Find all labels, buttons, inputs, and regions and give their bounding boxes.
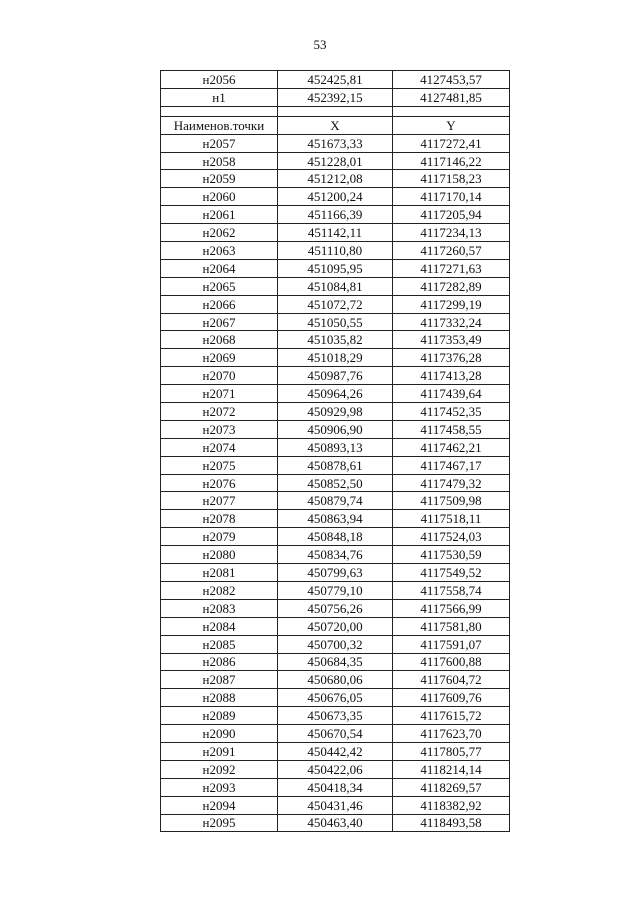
x-cell: 450463,40 bbox=[278, 814, 393, 832]
x-cell: 451084,81 bbox=[278, 277, 393, 295]
table-row bbox=[161, 88, 510, 106]
point-name-cell: н2091 bbox=[161, 742, 278, 760]
point-name-cell: н2094 bbox=[161, 796, 278, 814]
table-row bbox=[161, 474, 510, 492]
point-name-cell: н2064 bbox=[161, 259, 278, 277]
header-x-cell: X bbox=[278, 116, 393, 134]
y-cell: 4117458,55 bbox=[393, 420, 510, 438]
y-cell: 4118382,92 bbox=[393, 796, 510, 814]
table-row bbox=[161, 510, 510, 528]
x-cell: 450893,13 bbox=[278, 438, 393, 456]
x-cell: 450863,94 bbox=[278, 510, 393, 528]
x-cell: 450684,35 bbox=[278, 653, 393, 671]
y-cell: 4117271,63 bbox=[393, 259, 510, 277]
point-name-cell: н2071 bbox=[161, 385, 278, 403]
point-name-cell: н2057 bbox=[161, 134, 278, 152]
point-name-cell: н2067 bbox=[161, 313, 278, 331]
x-cell: 451035,82 bbox=[278, 331, 393, 349]
point-name-cell: н2069 bbox=[161, 349, 278, 367]
point-name-cell: н2062 bbox=[161, 224, 278, 242]
point-name-cell: н2066 bbox=[161, 295, 278, 313]
table-row bbox=[161, 242, 510, 260]
point-name-cell: н2073 bbox=[161, 420, 278, 438]
y-cell: 4117615,72 bbox=[393, 707, 510, 725]
point-name-cell: н2065 bbox=[161, 277, 278, 295]
y-cell: 4117566,99 bbox=[393, 599, 510, 617]
y-cell: 4118214,14 bbox=[393, 760, 510, 778]
point-name-cell: н2087 bbox=[161, 671, 278, 689]
table-row bbox=[161, 671, 510, 689]
point-name-cell: н2093 bbox=[161, 778, 278, 796]
x-cell: 450852,50 bbox=[278, 474, 393, 492]
y-cell: 4117205,94 bbox=[393, 206, 510, 224]
coordinates-table bbox=[160, 70, 510, 832]
table-row bbox=[161, 224, 510, 242]
x-cell: 451110,80 bbox=[278, 242, 393, 260]
point-name-cell: н2081 bbox=[161, 564, 278, 582]
point-name-cell: н2058 bbox=[161, 152, 278, 170]
y-cell: 4117558,74 bbox=[393, 581, 510, 599]
point-name-cell: н2095 bbox=[161, 814, 278, 832]
table-row bbox=[161, 564, 510, 582]
x-cell: 450431,46 bbox=[278, 796, 393, 814]
table-row bbox=[161, 581, 510, 599]
y-cell: 4117524,03 bbox=[393, 528, 510, 546]
point-name-cell: н2075 bbox=[161, 456, 278, 474]
point-name-cell: н2059 bbox=[161, 170, 278, 188]
y-cell: 4117439,64 bbox=[393, 385, 510, 403]
point-name-cell: н2082 bbox=[161, 581, 278, 599]
table-row bbox=[161, 707, 510, 725]
table-row bbox=[161, 528, 510, 546]
coordinates-table-body bbox=[161, 71, 510, 832]
y-cell: 4117467,17 bbox=[393, 456, 510, 474]
x-cell: 450676,05 bbox=[278, 689, 393, 707]
table-row bbox=[161, 349, 510, 367]
point-name-cell: н1 bbox=[161, 88, 278, 106]
table-row bbox=[161, 71, 510, 89]
x-cell: 451228,01 bbox=[278, 152, 393, 170]
point-name-cell: н2088 bbox=[161, 689, 278, 707]
y-cell: 4117413,28 bbox=[393, 367, 510, 385]
table-row bbox=[161, 331, 510, 349]
table-row bbox=[161, 134, 510, 152]
x-cell: 451142,11 bbox=[278, 224, 393, 242]
table-row bbox=[161, 259, 510, 277]
x-cell: 450422,06 bbox=[278, 760, 393, 778]
table-row bbox=[161, 295, 510, 313]
x-cell: 450964,26 bbox=[278, 385, 393, 403]
y-cell: 4117299,19 bbox=[393, 295, 510, 313]
point-name-cell: н2089 bbox=[161, 707, 278, 725]
table-row bbox=[161, 689, 510, 707]
x-cell: 451095,95 bbox=[278, 259, 393, 277]
blank-row bbox=[161, 106, 510, 116]
table-row bbox=[161, 367, 510, 385]
x-cell: 451166,39 bbox=[278, 206, 393, 224]
x-cell: 452392,15 bbox=[278, 88, 393, 106]
table-row bbox=[161, 725, 510, 743]
x-cell: 452425,81 bbox=[278, 71, 393, 89]
x-cell: 450906,90 bbox=[278, 420, 393, 438]
table-row bbox=[161, 742, 510, 760]
header-name-cell: Наименов.точки bbox=[161, 116, 278, 134]
y-cell: 4117234,13 bbox=[393, 224, 510, 242]
x-cell: 450848,18 bbox=[278, 528, 393, 546]
y-cell: 4127453,57 bbox=[393, 71, 510, 89]
point-name-cell: н2072 bbox=[161, 403, 278, 421]
point-name-cell: н2074 bbox=[161, 438, 278, 456]
y-cell: 4117549,52 bbox=[393, 564, 510, 582]
table-row bbox=[161, 653, 510, 671]
y-cell: 4117604,72 bbox=[393, 671, 510, 689]
page-number: 53 bbox=[313, 37, 327, 52]
y-cell: 4117600,88 bbox=[393, 653, 510, 671]
y-cell: 4118493,58 bbox=[393, 814, 510, 832]
y-cell: 4117479,32 bbox=[393, 474, 510, 492]
point-name-cell: н2085 bbox=[161, 635, 278, 653]
x-cell: 450879,74 bbox=[278, 492, 393, 510]
table-row bbox=[161, 796, 510, 814]
y-cell: 4117509,98 bbox=[393, 492, 510, 510]
x-cell: 451018,29 bbox=[278, 349, 393, 367]
x-cell: 451212,08 bbox=[278, 170, 393, 188]
point-name-cell: н2061 bbox=[161, 206, 278, 224]
x-cell: 450670,54 bbox=[278, 725, 393, 743]
point-name-cell: н2086 bbox=[161, 653, 278, 671]
point-name-cell: н2060 bbox=[161, 188, 278, 206]
header-row bbox=[161, 116, 510, 134]
y-cell: 4118269,57 bbox=[393, 778, 510, 796]
point-name-cell: н2080 bbox=[161, 546, 278, 564]
y-cell: 4117353,49 bbox=[393, 331, 510, 349]
table-row bbox=[161, 599, 510, 617]
x-cell: 450799,63 bbox=[278, 564, 393, 582]
point-name-cell: н2084 bbox=[161, 617, 278, 635]
y-cell: 4127481,85 bbox=[393, 88, 510, 106]
point-name-cell: н2070 bbox=[161, 367, 278, 385]
table-row bbox=[161, 617, 510, 635]
table-row bbox=[161, 277, 510, 295]
x-cell: 450673,35 bbox=[278, 707, 393, 725]
y-cell: 4117376,28 bbox=[393, 349, 510, 367]
x-cell: 450756,26 bbox=[278, 599, 393, 617]
y-cell: 4117158,23 bbox=[393, 170, 510, 188]
table-row bbox=[161, 170, 510, 188]
point-name-cell: н2063 bbox=[161, 242, 278, 260]
table-row bbox=[161, 778, 510, 796]
y-cell: 4117332,24 bbox=[393, 313, 510, 331]
x-cell: 450779,10 bbox=[278, 581, 393, 599]
y-cell: 4117530,59 bbox=[393, 546, 510, 564]
point-name-cell: н2083 bbox=[161, 599, 278, 617]
point-name-cell: н2076 bbox=[161, 474, 278, 492]
x-cell: 450929,98 bbox=[278, 403, 393, 421]
table-row bbox=[161, 492, 510, 510]
x-cell: 450418,34 bbox=[278, 778, 393, 796]
point-name-cell: н2090 bbox=[161, 725, 278, 743]
x-cell: 450720,00 bbox=[278, 617, 393, 635]
y-cell: 4117452,35 bbox=[393, 403, 510, 421]
y-cell: 4117581,80 bbox=[393, 617, 510, 635]
table-row bbox=[161, 188, 510, 206]
table-row bbox=[161, 313, 510, 331]
y-cell: 4117518,11 bbox=[393, 510, 510, 528]
x-cell: 450680,06 bbox=[278, 671, 393, 689]
x-cell: 450987,76 bbox=[278, 367, 393, 385]
table-row bbox=[161, 206, 510, 224]
y-cell: 4117282,89 bbox=[393, 277, 510, 295]
point-name-cell: н2092 bbox=[161, 760, 278, 778]
point-name-cell: н2077 bbox=[161, 492, 278, 510]
y-cell: 4117272,41 bbox=[393, 134, 510, 152]
empty-cell bbox=[161, 106, 278, 116]
x-cell: 451200,24 bbox=[278, 188, 393, 206]
table-row bbox=[161, 456, 510, 474]
point-name-cell: н2078 bbox=[161, 510, 278, 528]
x-cell: 451673,33 bbox=[278, 134, 393, 152]
point-name-cell: н2056 bbox=[161, 71, 278, 89]
y-cell: 4117609,76 bbox=[393, 689, 510, 707]
y-cell: 4117260,57 bbox=[393, 242, 510, 260]
table-row bbox=[161, 760, 510, 778]
table-row bbox=[161, 152, 510, 170]
table-row bbox=[161, 635, 510, 653]
empty-cell bbox=[393, 106, 510, 116]
point-name-cell: н2068 bbox=[161, 331, 278, 349]
y-cell: 4117623,70 bbox=[393, 725, 510, 743]
y-cell: 4117146,22 bbox=[393, 152, 510, 170]
x-cell: 451072,72 bbox=[278, 295, 393, 313]
header-y-cell: Y bbox=[393, 116, 510, 134]
x-cell: 450878,61 bbox=[278, 456, 393, 474]
x-cell: 450834,76 bbox=[278, 546, 393, 564]
x-cell: 451050,55 bbox=[278, 313, 393, 331]
y-cell: 4117805,77 bbox=[393, 742, 510, 760]
table-row bbox=[161, 403, 510, 421]
table-row bbox=[161, 420, 510, 438]
y-cell: 4117591,07 bbox=[393, 635, 510, 653]
table-row bbox=[161, 385, 510, 403]
point-name-cell: н2079 bbox=[161, 528, 278, 546]
table-row bbox=[161, 546, 510, 564]
x-cell: 450700,32 bbox=[278, 635, 393, 653]
table-row bbox=[161, 438, 510, 456]
x-cell: 450442,42 bbox=[278, 742, 393, 760]
y-cell: 4117170,14 bbox=[393, 188, 510, 206]
y-cell: 4117462,21 bbox=[393, 438, 510, 456]
empty-cell bbox=[278, 106, 393, 116]
table-row bbox=[161, 814, 510, 832]
